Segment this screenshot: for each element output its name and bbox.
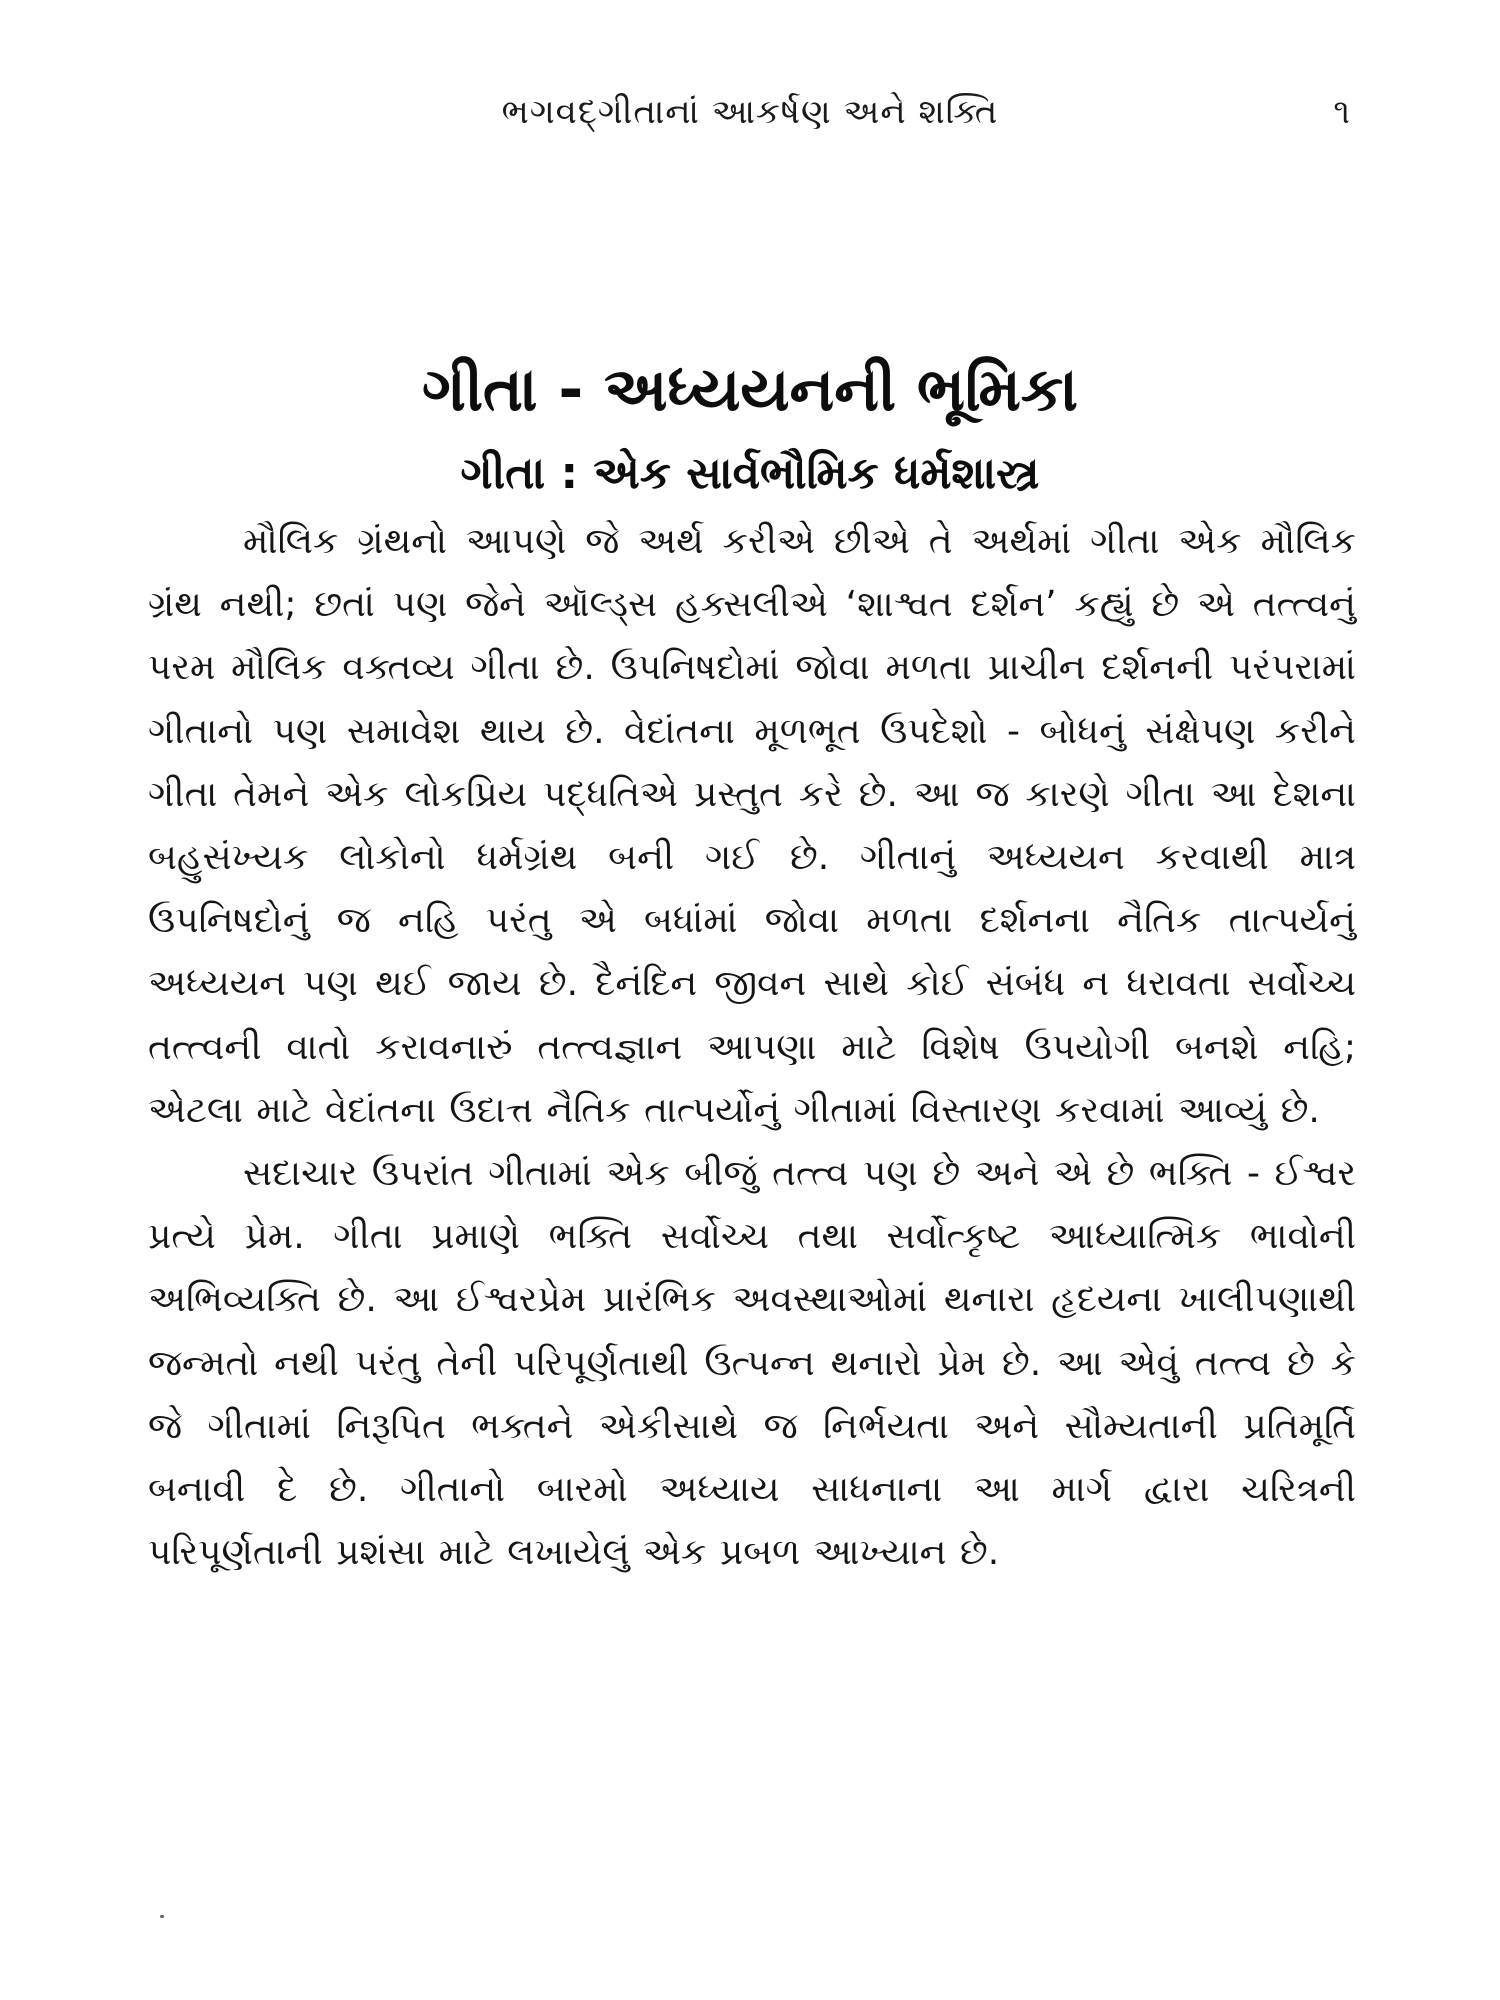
paragraph-1: મૌલિક ગ્રંથનો આપણે જે અર્થ કરીએ છીએ તે અર્થમાં ગીતા એક મૌલિક ગ્રંથ નથી; છતાં પણ જેને ઑલ્ડ્સ હક્સલીએ ‘શાશ્વત દર્શન’ કહ્યું છે એ તત્ત્વનું પરમ મૌલિક વક્તવ્ય ગીતા છે. ઉપનિષદોમાં જોવા મળતા પ્રાચીન દર્શનની પરંપરામાં ગીતાનો પણ સમાવેશ થાય છે. વેદાંતના મૂળભૂત ઉપદેશો - બોધનું સંક્ષેપણ કરીને ગીતા તેમને એક લોકપ્રિય પદ્ધતિએ પ્રસ્તુત કરે છે. આ જ કારણે ગીતા આ દેશના બહુસંખ્યક લોકોનો ધર્મગ્રંથ બની ગઈ છે. ગીતાનું અધ્યયન કરવાથી માત્ર ઉપનિષદોનું જ નહિ પરંતુ એ બધાંમાં જોવા મળતા દર્શનના નૈતિક તાત્પર્યનું અધ્યયન પણ થઈ જાય છે. દૈનંદિન જીવન સાથે કોઈ સંબંધ ન ધરાવતા સર્વોચ્ચ તત્ત્વની વાતો કરાવનારું તત્ત્વજ્ઞાન આપણા માટે વિશેષ ઉપયોગી બનશે નહિ; એટલા માટે વેદાંતના ઉદાત્ત નૈતિક તાત્પર્યોનું ગીતામાં વિસ્તારણ કરવામાં આવ્યું છે. <box>148 521 1356 1131</box>
section-title: ગીતા : એક સાર્વભૌમિક ધર્મશાસ્ત્ર <box>460 448 1040 499</box>
body-text <box>148 510 1356 1584</box>
print-speck <box>160 1915 164 1918</box>
chapter-title: ગીતા - અધ્યયનની ભૂમિકા <box>422 355 1078 425</box>
running-header <box>150 92 1350 142</box>
paragraph-2: સદાચાર ઉપરાંત ગીતામાં એક બીજું તત્ત્વ પણ છે અને એ છે ભક્તિ - ઈશ્વર પ્રત્યે પ્રેમ. ગીતા પ્રમાણે ભક્તિ સર્વોચ્ચ તથા સર્વોત્કૃષ્ટ આધ્યાત્મિક ભાવોની અભિવ્યક્તિ છે. આ ઈશ્વરપ્રેમ પ્રારંભિક અવસ્થાઓમાં થનારા હૃદયના ખાલીપણાથી જન્મતો નથી પરંતુ તેની પરિપૂર્ણતાથી ઉત્પન્ન થનારો પ્રેમ છે. આ એવું તત્ત્વ છે કે જે ગીતામાં નિરૂપિત ભક્તને એકીસાથે જ નિર્ભયતા અને સૌમ્યતાની પ્રતિમૂર્તિ બનાવી દે છે. ગીતાનો બારમો અધ્યાય સાધનાના આ માર્ગ દ્વારા ચરિત્રની પરિપૂર્ણતાની પ્રશંસા માટે લખાયેલું એક પ્રબળ આખ્યાન છે. <box>148 1153 1356 1574</box>
page-number: ૧ <box>1333 92 1350 132</box>
running-title: ભગવદ્‌ગીતાનાં આકર્ષણ અને શક્તિ <box>501 92 999 132</box>
